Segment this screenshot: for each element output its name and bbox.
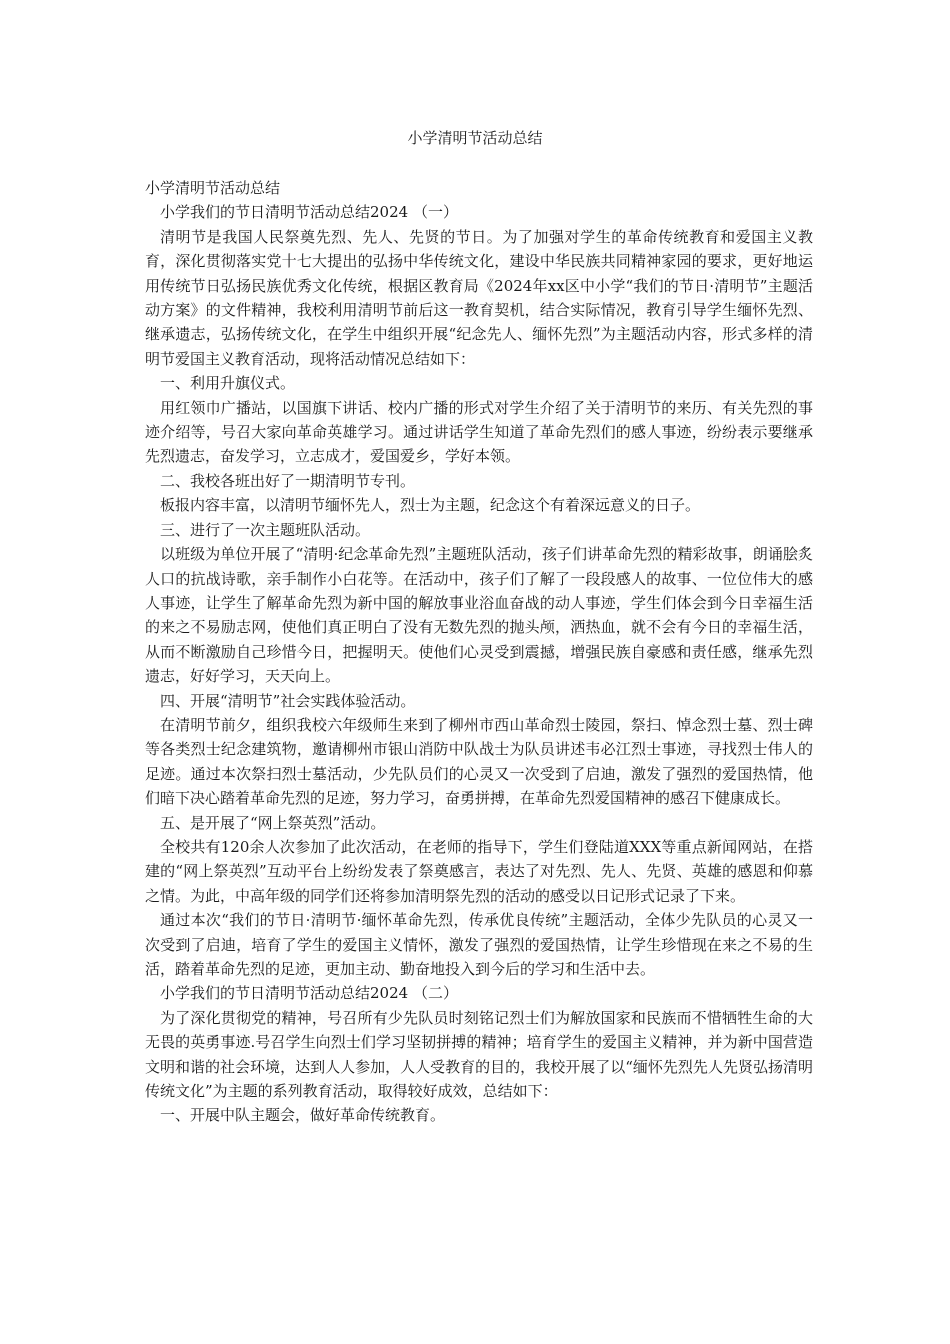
document-paragraph: 一、开展中队主题会，做好革命传统教育。	[160, 1106, 446, 1125]
document-paragraph: 四、开展“清明节”社会实践体验活动。	[160, 691, 416, 710]
document-subtitle: 小学清明节活动总结	[145, 179, 281, 197]
document-paragraph: 以班级为单位开展了“清明·纪念革命先烈”主题班队活动，孩子们讲革命先烈的精彩故事，朗诵脍炙人口的抗战诗歌，亲手制作小白花等。在活动中，孩子们了解了一段段感人的故事、一位位伟大的感人事迹，让学生了解革命先烈为新中国的解放事业浴血奋战的动人事迹，学生们体会到今日幸福生活的来之不易励志网，使他们真正明白了没有无数先烈的抛头颅，洒热血，就不会有今日的幸福生活，从而不断激励自己珍惜今日，把握明天。使他们心灵受到震撼，增强民族自豪感和责任感，继承先烈遗志，好好学习，天天向上。	[145, 545, 813, 686]
document-paragraph: 一、利用升旗仪式。	[160, 374, 296, 393]
document-paragraph: 全校共有120余人次参加了此次活动，在老师的指导下，学生们登陆道XXX等重点新闻网站，在搭建的“网上祭英烈”互动平台上纷纷发表了祭奠感言，表达了对先烈、先人、先贤、英雄的感恩和仰慕之情。为此，中高年级的同学们还将参加清明祭先烈的活动的感受以日记形式记录了下来。	[145, 837, 813, 905]
document-paragraph: 五、是开展了“网上祭英烈”活动。	[160, 813, 386, 832]
document-paragraph: 用红领巾广播站，以国旗下讲话、校内广播的形式对学生介绍了关于清明节的来历、有关先烈的事迹介绍等，号召大家向革命英雄学习。通过讲话学生知道了革命先烈们的感人事迹，纷纷表示要继承先烈遗志，奋发学习，立志成才，爱国爱乡，学好本领。	[145, 398, 813, 466]
document-body	[145, 176, 813, 1128]
document-paragraph: 三、进行了一次主题班队活动。	[160, 520, 371, 539]
document-paragraph: 通过本次“我们的节日·清明节·缅怀革命先烈，传承优良传统”主题活动，全体少先队员的心灵又一次受到了启迪，培育了学生的爱国主义情怀，激发了强烈的爱国热情，让学生珍惜现在来之不易的生活，踏着革命先烈的足迹，更加主动、勤奋地投入到今后的学习和生活中去。	[145, 911, 813, 978]
document-paragraph: 为了深化贯彻党的精神，号召所有少先队员时刻铭记烈士们为解放国家和民族而不惜牺牲生命的大无畏的英勇事迹.号召学生向烈士们学习坚韧拼搏的精神；培育学生的爱国主义精神，并为新中国营造文明和谐的社会环境，达到人人参加，人人受教育的目的，我校开展了以“缅怀先烈先人先贤弘扬清明传统文化”为主题的系列教育活动，取得较好成效，总结如下：	[145, 1008, 813, 1101]
document-paragraph: 二、我校各班出好了一期清明节专刊。	[160, 471, 416, 490]
document-paragraph: 小学我们的节日清明节活动总结2024 （一）	[160, 203, 458, 222]
document-paragraph: 清明节是我国人民祭奠先烈、先人、先贤的节日。为了加强对学生的革命传统教育和爱国主义教育，深化贯彻落实党十七大提出的弘扬中华传统文化，建设中华民族共同精神家园的要求，更好地运用传统节日弘扬民族优秀文化传统，根据区教育局《2024年xx区中小学“我们的节日·清明节”主题活动方案》的文件精神，我校利用清明节前后这一教育契机，结合实际情况，教育引导学生缅怀先烈、继承遗志，弘扬传统文化，在学生中组织开展“纪念先人、缅怀先烈”为主题活动内容，形式多样的清明节爱国主义教育活动，现将活动情况总结如下：	[145, 227, 813, 368]
document-paragraph: 在清明节前夕，组织我校六年级师生来到了柳州市西山革命烈士陵园，祭扫、悼念烈士墓、烈士碑等各类烈士纪念建筑物，邀请柳州市银山消防中队战士为队员讲述韦必江烈士事迹，寻找烈士伟人的足迹。通过本次祭扫烈士墓活动，少先队员们的心灵又一次受到了启迪，激发了强烈的爱国热情，他们暗下决心踏着革命先烈的足迹，努力学习，奋勇拼搏，在革命先烈爱国精神的感召下健康成长。	[145, 715, 813, 808]
document-title: 小学清明节活动总结	[407, 129, 543, 147]
document-paragraph: 小学我们的节日清明节活动总结2024 （二）	[160, 984, 458, 1003]
document-paragraph: 板报内容丰富，以清明节缅怀先人，烈士为主题，纪念这个有着深远意义的日子。	[160, 496, 701, 515]
